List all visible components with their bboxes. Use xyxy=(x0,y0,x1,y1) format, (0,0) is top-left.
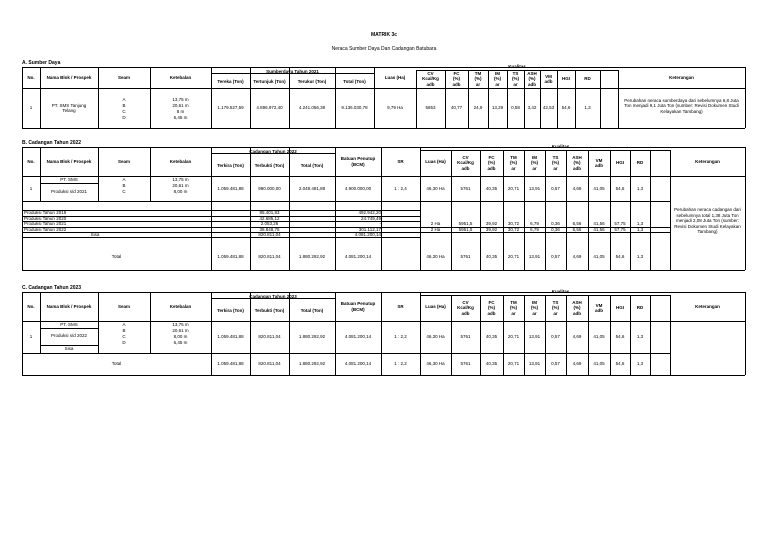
row-ketebalan: 13,75 m xyxy=(172,177,189,183)
col-kualitas: Kualitas xyxy=(508,64,526,70)
row-quality: 40,35 xyxy=(485,185,498,191)
row-total: 1.880.292,92 xyxy=(298,334,326,340)
col-tereka: Tereka (Ton) xyxy=(217,79,244,85)
production-luas: 2 Ha xyxy=(430,221,441,227)
total-quality: 41,05 xyxy=(593,361,605,367)
table-rule xyxy=(745,67,746,128)
quality-header: CV Kcal/Kg adb xyxy=(422,70,439,87)
table-rule xyxy=(22,270,745,271)
col-ketebalan: Ketebalan xyxy=(169,74,192,80)
row-ketebalan: 8,00 m xyxy=(173,189,188,195)
production-terbukti: 820.811,04 xyxy=(258,231,281,237)
row-quality: 1,3 xyxy=(584,105,591,111)
quality-header: TM (%) ar xyxy=(510,154,517,171)
section-a-title: A. Sumber Daya xyxy=(22,60,61,66)
production-quality xyxy=(588,232,610,237)
quality-header: HGI xyxy=(615,160,624,166)
col-luas: Luas (Ha) xyxy=(425,158,446,164)
col-kualitas: Kualitas xyxy=(551,289,570,295)
production-quality: 57,75 xyxy=(614,221,626,227)
production-luas: 2 Ha xyxy=(430,226,441,232)
total-quality: 5761 xyxy=(460,253,471,259)
row-quality: 4,69 xyxy=(572,185,582,191)
quality-header: ASH (%) adb xyxy=(572,154,582,171)
quality-header: TS (%) ar xyxy=(512,70,519,87)
col-keterangan: Keterangan xyxy=(695,158,720,164)
col-nama: Nama Blok / Prospek xyxy=(46,158,92,164)
total-batuan: 4.081.200,14 xyxy=(344,361,372,367)
total-quality: 40,35 xyxy=(485,361,498,367)
row-nama: PT. SMS xyxy=(60,176,78,182)
table-rule xyxy=(650,150,651,270)
row-keterangan: Perubahan neraca sumberdaya dari sebelumnya 6,8 Juta Ton menjadi 9,1 Juta Ton (sumber: Revisi Dokumen Studi Kelayakan Tambang) xyxy=(624,97,739,114)
total-quality: 4,69 xyxy=(572,361,582,367)
row-terbukti: 820.811,04 xyxy=(258,334,281,340)
quality-header: TS (%) ar xyxy=(552,299,559,316)
col-total: Total (Ton) xyxy=(300,308,324,314)
row-quality: 40,35 xyxy=(485,334,498,340)
quality-header: ASH (%) adb xyxy=(527,70,537,87)
row-terkira: 1.059.481,88 xyxy=(217,334,244,340)
quality-header: RD xyxy=(584,76,591,82)
col-terbukti: Terbukti (Ton) xyxy=(254,308,285,314)
quality-header: TM (%) ar xyxy=(510,299,517,316)
total-batuan: 4.081.200,14 xyxy=(344,253,372,259)
production-quality: 0,36 xyxy=(551,226,560,232)
col-group: Cadangan Tahun 2022 xyxy=(249,148,297,154)
col-group: Cadangan Tahun 2023 xyxy=(249,293,297,299)
quality-header: RD xyxy=(636,160,644,166)
row-tereka: 1.179.527,59 xyxy=(217,105,244,111)
total-terbukti: 820.811,04 xyxy=(258,361,281,367)
table-rule xyxy=(745,292,746,375)
quality-header: HGI xyxy=(561,76,570,82)
production-quality: 0,36 xyxy=(551,221,560,227)
row-quality: 54,6 xyxy=(561,105,571,111)
total-quality: 13,91 xyxy=(528,253,541,259)
row-seam: A xyxy=(122,177,126,183)
row-seam: B xyxy=(122,103,126,109)
total-quality: 5761 xyxy=(460,361,471,367)
production-quality xyxy=(503,232,524,237)
row-quality: 13,29 xyxy=(491,105,504,111)
col-ketebalan: Ketebalan xyxy=(169,158,192,164)
total-quality: 1,3 xyxy=(636,361,644,367)
col-terkira: Terkira (Ton) xyxy=(217,163,244,169)
quality-header: TM (%) ar xyxy=(474,70,482,87)
total-sr: 1 : 2,2 xyxy=(394,361,407,367)
row-quality: 1,3 xyxy=(636,334,644,340)
production-quality: 57,75 xyxy=(614,226,626,232)
total-total: 1.880.292,92 xyxy=(298,361,326,367)
row-total: 9.136.030,78 xyxy=(341,105,368,111)
quality-header: IM (%) ar xyxy=(531,299,538,316)
row-ketebalan: 20,61 m xyxy=(172,103,189,109)
production-quality: 1,3 xyxy=(636,221,644,227)
total-quality: 4,69 xyxy=(572,253,582,259)
production-terbukti: 38.848,75 xyxy=(259,226,280,232)
matrix-title: MATRIK 3c xyxy=(370,32,398,38)
row-quality: 4,69 xyxy=(572,334,582,340)
row-seam: C xyxy=(122,334,126,340)
page-subtitle: Neraca Sumber Daya Dan Cadangan Batubara xyxy=(331,46,437,52)
row-ketebalan: 13,75 m xyxy=(172,322,189,328)
production-quality xyxy=(630,232,650,237)
production-quality: 39,92 xyxy=(485,221,498,227)
total-label: Total xyxy=(111,361,122,367)
col-ketebalan: Ketebalan xyxy=(169,303,192,309)
quality-header: VM adb xyxy=(594,157,603,168)
total-quality: 20,71 xyxy=(507,361,520,367)
col-keterangan: Keterangan xyxy=(695,303,720,309)
row-seam: D xyxy=(122,115,126,121)
quality-header: RD xyxy=(636,305,644,311)
table-rule xyxy=(650,295,651,375)
col-terbukti: Terbukti (Ton) xyxy=(254,163,285,169)
table-rule xyxy=(745,147,746,270)
section-c-title: C. Cadangan Tahun 2023 xyxy=(22,285,82,291)
quality-header: CV Kcal/Kg adb xyxy=(457,299,474,316)
row-ketebalan: 13,75 m xyxy=(172,97,189,103)
production-quality: 6,56 xyxy=(572,221,582,227)
production-batuan: 301.112,17 xyxy=(358,226,381,232)
table-rule xyxy=(600,70,601,128)
quality-header: CV Kcal/Kg adb xyxy=(457,154,474,171)
row-quality: 24,9 xyxy=(473,105,483,111)
production-quality xyxy=(610,232,630,237)
production-quality: 30,72 xyxy=(507,226,520,232)
col-luas: Luas (Ha) xyxy=(384,74,406,80)
quality-header: FC (%) adb xyxy=(487,299,496,316)
table-rule xyxy=(40,183,98,184)
quality-header: TS (%) ar xyxy=(552,154,559,171)
quality-header: HGI xyxy=(615,305,624,311)
row-quality: 13,91 xyxy=(528,185,541,191)
row-total: 2.049.481,88 xyxy=(298,185,326,191)
row-nama: PT. SMS xyxy=(60,321,78,327)
production-label: Sisa xyxy=(90,231,100,237)
production-quality: 5951,5 xyxy=(458,221,473,227)
production-batuan: 24.749,49 xyxy=(360,215,381,221)
row-luas: 9,79 Ha xyxy=(387,105,403,111)
row-quality: 54,6 xyxy=(615,185,625,191)
row-terukur: 4.241.056,38 xyxy=(298,105,326,111)
total-quality: 0,57 xyxy=(551,361,560,367)
col-sr: SR xyxy=(397,158,404,164)
quality-header: FC (%) adb xyxy=(452,70,461,87)
col-seam: Seam xyxy=(117,303,130,309)
col-kualitas: Kualitas xyxy=(551,144,570,150)
row-quality: 0,58 xyxy=(511,105,520,111)
row-ketebalan: 8,00 m xyxy=(173,334,188,340)
production-quality: 1,3 xyxy=(636,226,644,232)
row-sr: 1 : 2,4 xyxy=(394,185,407,191)
production-quality xyxy=(480,232,503,237)
total-quality: 13,91 xyxy=(528,361,541,367)
row-seam: C xyxy=(122,189,126,195)
col-batuan: Batuan Penutup (BCM) xyxy=(340,156,376,167)
total-total: 1.880.292,92 xyxy=(298,253,326,259)
col-nama: Nama Blok / Prospek xyxy=(46,74,92,80)
col-total: Total (Ton) xyxy=(343,79,366,85)
row-nama: PT. SMS Tanjung Telang xyxy=(51,102,87,113)
row-seam: A xyxy=(122,97,126,103)
row-quality: 41,05 xyxy=(593,334,605,340)
production-terbukti: 85.401,83 xyxy=(259,210,280,216)
quality-header: VM adb xyxy=(544,73,553,84)
col-terkira: Terkira (Ton) xyxy=(217,308,244,314)
production-label: Produksi Tahun 2021 xyxy=(24,221,67,227)
quality-header: IM (%) ar xyxy=(531,154,538,171)
section-b-title: B. Cadangan Tahun 2022 xyxy=(22,140,82,146)
row-terbukti: 990.000,00 xyxy=(258,185,281,191)
row-seam: C xyxy=(122,109,126,115)
col-seam: Seam xyxy=(117,74,130,80)
row-quality: 5761 xyxy=(460,185,471,191)
total-label: Total xyxy=(111,253,122,259)
production-quality xyxy=(545,232,566,237)
row-quality: 54,6 xyxy=(615,334,625,340)
col-tertunjuk: Tertunjuk (Ton) xyxy=(253,79,286,85)
col-seam: Seam xyxy=(117,158,130,164)
production-quality xyxy=(524,232,545,237)
row-seam: B xyxy=(122,183,126,189)
row-terkira: 1.059.481,88 xyxy=(217,185,244,191)
row-quality: 40,77 xyxy=(450,105,463,111)
production-batuan: - xyxy=(379,221,381,227)
row-sr: 1 : 2,2 xyxy=(394,334,407,340)
keterangan-text: Perubahan neraca cadangan dari sebelumnya total 1,38 Juta Ton menjadi 2,08 Juta Ton (sumber: Revisi Dokumen Studi Kelayakan Tambang) xyxy=(674,207,741,235)
col-batuan: Batuan Penutup (BCM) xyxy=(340,301,376,312)
row-nama: Produksi s/d 2021 xyxy=(50,189,88,195)
row-no: 1 xyxy=(29,185,33,191)
row-tertunjuk: 4.896.972,40 xyxy=(256,105,283,111)
col-total: Total (Ton) xyxy=(300,163,324,169)
production-label: Produksi Tahun 2019 xyxy=(24,210,67,216)
production-quality: 41,56 xyxy=(593,221,605,227)
row-no: 1 xyxy=(29,334,33,340)
row-quality: 41,05 xyxy=(593,185,605,191)
total-luas: 46,30 Ha xyxy=(426,361,445,367)
quality-header: VM adb xyxy=(594,302,603,313)
col-terukur: Terukur (Ton) xyxy=(297,79,327,85)
row-ketebalan: 20,61 m xyxy=(172,328,189,334)
total-quality: 40,35 xyxy=(485,253,498,259)
col-luas: Luas (Ha) xyxy=(425,303,446,309)
table-rule xyxy=(22,128,745,129)
production-quality: 5951,5 xyxy=(458,226,473,232)
row-quality: 0,57 xyxy=(551,334,560,340)
row-quality: 1,3 xyxy=(636,185,644,191)
production-quality xyxy=(451,232,480,237)
total-luas: 46,30 Ha xyxy=(426,253,445,259)
production-quality: 41,56 xyxy=(593,226,605,232)
row-ketebalan: 8 m xyxy=(176,109,185,115)
col-no: No. xyxy=(27,158,35,164)
production-quality: 6,79 xyxy=(530,226,539,232)
row-quality: 42,53 xyxy=(542,105,555,111)
col-sr: SR xyxy=(397,303,404,309)
row-quality: 20,71 xyxy=(507,334,520,340)
col-group: Sumberdaya Tahun 2021 xyxy=(266,68,319,74)
row-nama: Produksi s/d 2022 xyxy=(50,333,88,339)
quality-header: ASH (%) adb xyxy=(572,299,582,316)
production-batuan: 492.942,20 xyxy=(358,210,381,216)
table-rule xyxy=(22,201,670,202)
row-sisa: Sisa xyxy=(64,345,74,351)
total-quality: 54,6 xyxy=(615,253,625,259)
production-quality: 6,56 xyxy=(572,226,582,232)
production-quality: 6,79 xyxy=(530,221,539,227)
production-label: Produksi Tahun 2020 xyxy=(24,215,67,221)
row-ketebalan: 6,45 m xyxy=(173,340,188,346)
row-batuan: 4.900.000,00 xyxy=(344,185,372,191)
row-no: 1 xyxy=(29,105,33,111)
total-quality: 1,3 xyxy=(636,253,644,259)
table-rule xyxy=(22,375,745,376)
row-quality: 5853 xyxy=(425,105,436,111)
production-label: Produksi Tahun 2022 xyxy=(24,226,67,232)
row-quality: 3,42 xyxy=(527,105,537,111)
production-terbukti: 2.053,26 xyxy=(260,221,279,227)
total-quality: 41,05 xyxy=(593,253,605,259)
total-quality: 0,57 xyxy=(551,253,560,259)
row-quality: 20,71 xyxy=(507,185,520,191)
total-terbukti: 820.811,04 xyxy=(258,253,281,259)
row-ketebalan: 6,45 m xyxy=(173,115,188,121)
row-ketebalan: 20,61 m xyxy=(172,183,189,189)
production-terbukti: 42.685,12 xyxy=(259,215,280,221)
row-luas: 46,30 Ha xyxy=(426,185,445,191)
total-terkira: 1.059.481,88 xyxy=(217,253,244,259)
production-luas xyxy=(420,232,451,237)
col-no: No. xyxy=(27,74,35,80)
row-quality: 13,91 xyxy=(528,334,541,340)
total-quality: 54,6 xyxy=(615,361,625,367)
production-quality: 39,92 xyxy=(485,226,498,232)
quality-header: IM (%) ar xyxy=(494,70,501,87)
production-batuan: 4.081.200,14 xyxy=(354,231,381,237)
row-seam: D xyxy=(122,340,126,346)
production-quality xyxy=(566,232,588,237)
row-luas: 46,30 Ha xyxy=(426,334,445,340)
row-quality: 5761 xyxy=(460,334,471,340)
row-seam: A xyxy=(122,322,126,328)
production-quality: 30,72 xyxy=(507,221,520,227)
total-terkira: 1.059.481,88 xyxy=(217,361,244,367)
total-quality: 20,71 xyxy=(507,253,520,259)
row-batuan: 4.081.200,14 xyxy=(344,334,372,340)
row-seam: B xyxy=(122,328,126,334)
col-keterangan: Keterangan xyxy=(669,74,694,80)
col-no: No. xyxy=(27,303,35,309)
col-nama: Nama Blok / Prospek xyxy=(46,303,92,309)
quality-header: FC (%) adb xyxy=(487,154,496,171)
row-quality: 0,57 xyxy=(551,185,560,191)
